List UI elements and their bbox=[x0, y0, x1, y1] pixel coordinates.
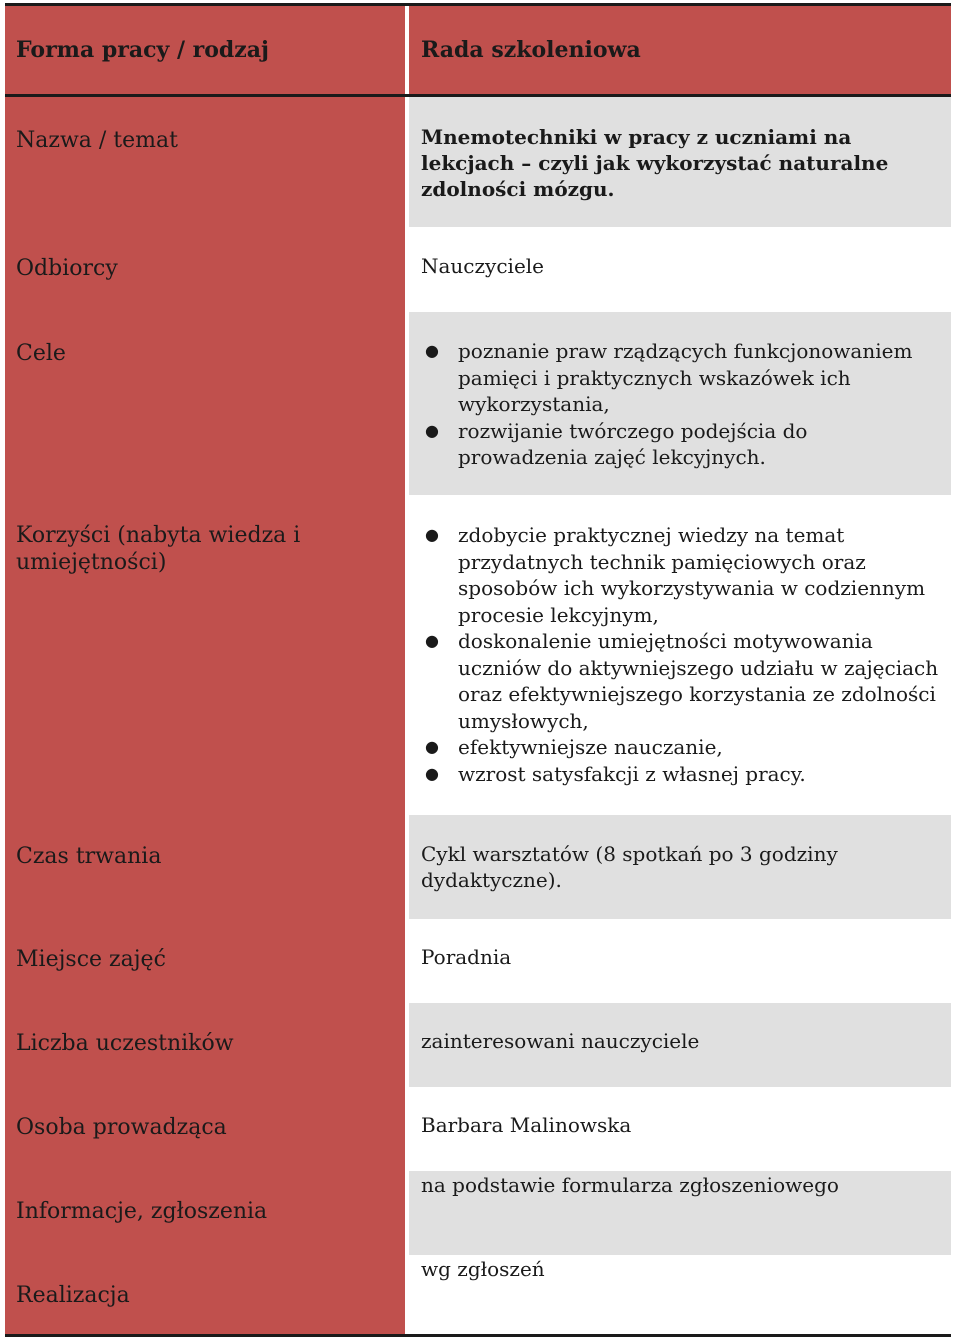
header-value-cell bbox=[409, 6, 951, 94]
row-place-value-cell bbox=[409, 919, 951, 1003]
row-goals-value-cell bbox=[409, 312, 951, 495]
row-audience bbox=[5, 227, 951, 312]
list-item: ● wzrost satysfakcji z własnej pracy. bbox=[425, 761, 806, 786]
row-benefits-value-cell bbox=[409, 495, 951, 815]
row-audience-value: Nauczyciele bbox=[421, 254, 545, 278]
row-name-value: Mnemotechniki w pracy z uczniami na lekcjach – czyli jak wykorzystać naturalne zdolności mózgu. bbox=[421, 125, 889, 201]
header-row bbox=[5, 6, 951, 94]
list-item: ● poznanie praw rządzących funkcjonowaniem pamięci i praktycznych wskazówek ich wykorzystania, bbox=[425, 339, 913, 416]
row-duration-label: Czas trwania bbox=[16, 844, 162, 869]
row-benefits-label-cell bbox=[5, 495, 405, 815]
row-duration-value-cell bbox=[409, 815, 951, 919]
header-label: Forma pracy / rodzaj bbox=[16, 37, 269, 63]
bullet-icon: ● bbox=[425, 525, 439, 544]
row-realization-value-cell bbox=[409, 1255, 951, 1337]
bullet-icon: ● bbox=[425, 420, 439, 440]
list-item: ● doskonalenie umiejętności motywowania uczniów do aktywniejszego udziału w zajęciach oraz efektywniejszego korzystania ze zdolności umysłowych, bbox=[425, 629, 939, 733]
row-info-label: Informacje, zgłoszenia bbox=[16, 1199, 268, 1224]
list-item: ● zdobycie praktycznej wiedzy na temat przydatnych technik pamięciowych oraz sposobów ich wykorzystywania w codziennym procesie lekcyjnym, bbox=[425, 523, 926, 627]
row-place bbox=[5, 919, 951, 1003]
row-goals-label: Cele bbox=[16, 341, 66, 366]
row-info-label-cell bbox=[5, 1171, 405, 1255]
row-duration bbox=[5, 815, 951, 919]
row-place-label-cell bbox=[5, 919, 405, 1003]
row-goals-label-cell bbox=[5, 312, 405, 495]
benefits-list bbox=[421, 522, 943, 787]
header-value: Rada szkoleniowa bbox=[421, 37, 641, 63]
bullet-icon: ● bbox=[425, 763, 439, 783]
row-audience-value-cell bbox=[409, 227, 951, 312]
row-audience-label-cell bbox=[5, 227, 405, 312]
row-realization-label-cell bbox=[5, 1255, 405, 1337]
row-leader-value: Barbara Malinowska bbox=[421, 1113, 632, 1137]
row-place-label: Miejsce zajęć bbox=[16, 947, 166, 972]
row-info-value: na podstawie formularza zgłoszeniowego bbox=[421, 1173, 839, 1197]
row-info bbox=[5, 1171, 951, 1255]
row-leader bbox=[5, 1087, 951, 1171]
row-participants-value-cell bbox=[409, 1003, 951, 1087]
row-leader-value-cell bbox=[409, 1087, 951, 1171]
row-info-value-cell bbox=[409, 1171, 951, 1255]
list-item: ● efektywniejsze nauczanie, bbox=[425, 735, 723, 759]
row-name-label: Nazwa / temat bbox=[16, 128, 178, 153]
goals-list bbox=[421, 338, 943, 471]
bullet-icon: ● bbox=[425, 737, 439, 756]
bottom-rule bbox=[5, 1334, 951, 1337]
row-participants-label-cell bbox=[5, 1003, 405, 1087]
row-name-label-cell bbox=[5, 97, 405, 227]
row-realization bbox=[5, 1255, 951, 1337]
row-participants bbox=[5, 1003, 951, 1087]
row-leader-label-cell bbox=[5, 1087, 405, 1171]
bullet-icon: ● bbox=[425, 631, 439, 650]
list-item: ● rozwijanie twórczego podejścia do prowadzenia zajęć lekcyjnych. bbox=[425, 418, 808, 469]
row-name-value-cell bbox=[409, 97, 951, 227]
form-table bbox=[5, 3, 951, 1337]
row-benefits-label: Korzyści (nabyta wiedza i umiejętności) bbox=[16, 523, 301, 575]
row-place-value: Poradnia bbox=[421, 945, 512, 969]
row-realization-value: wg zgłoszeń bbox=[421, 1257, 545, 1281]
row-realization-label: Realizacja bbox=[16, 1283, 130, 1308]
row-benefits bbox=[5, 495, 951, 815]
row-audience-label: Odbiorcy bbox=[16, 256, 118, 281]
row-goals bbox=[5, 312, 951, 495]
header-label-cell bbox=[5, 6, 405, 94]
row-leader-label: Osoba prowadząca bbox=[16, 1115, 227, 1140]
bullet-icon: ● bbox=[425, 341, 439, 360]
row-name bbox=[5, 97, 951, 227]
row-participants-label: Liczba uczestników bbox=[16, 1031, 234, 1056]
row-duration-value: Cykl warsztatów (8 spotkań po 3 godziny dydaktyczne). bbox=[421, 842, 838, 892]
row-duration-label-cell bbox=[5, 815, 405, 919]
row-participants-value: zainteresowani nauczyciele bbox=[421, 1029, 700, 1053]
